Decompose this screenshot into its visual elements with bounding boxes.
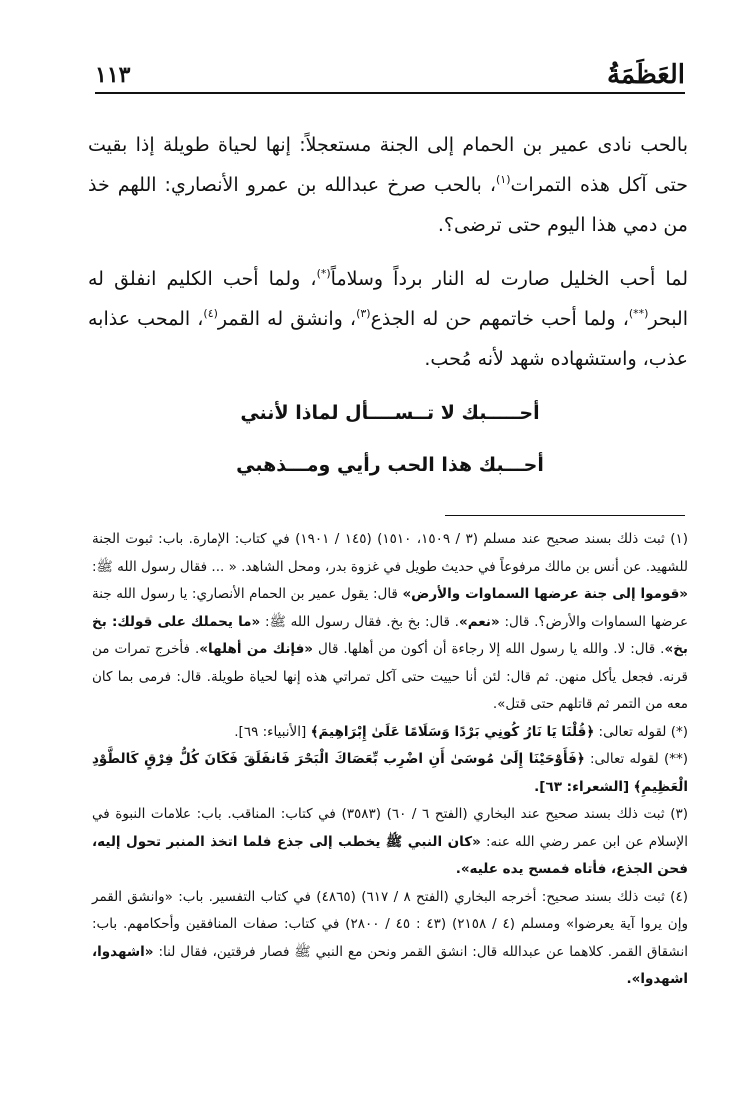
- paragraph-1: [88, 125, 688, 245]
- footnote-3-quote: «كان النبي ﷺ يخطب إلى جذع فلما اتخذ المنبر تحول إليه، فحن الجذع، فأتاه فمسح يده عليه».: [92, 833, 688, 877]
- footnote-1-quote-1: «قوموا إلى جنة عرضها السماوات والأرض»: [402, 586, 689, 602]
- poem-line-2: [95, 454, 685, 476]
- footnote-1-marker: (١): [670, 531, 689, 547]
- page-number: ١١٣: [95, 62, 131, 88]
- footnote-separator: [445, 515, 685, 516]
- footnote-1-text: ثبت ذلك بسند صحيح عند مسلم (٣ / ١٥٠٩، ١٥١٠) (١٤٥ / ١٩٠١) في كتاب: الإمارة. باب: ثبوت الجنة للشهيد. عن أنس بن مالك مرفوعاً في حديث طويل في غزوة بدر، ومحل الشاهد. « ... فقال رسول الله ﷺ:: [92, 531, 688, 575]
- footnote-1-text-2: قال: يقول عمير بن الحمام الأنصاري: يا رسول الله جنة عرضها السماوات والأرض؟. قال:: [92, 586, 689, 630]
- footnote-4-marker: (٤): [670, 888, 688, 905]
- footnote-double-star-text: لقوله تعالى:: [589, 751, 659, 767]
- paragraph-2-text-b: ، ولما أحب الكليم انفلق له البحر: [88, 268, 689, 330]
- poem-line-2-text: أحـــبك هذا الحب رأيي ومـــذهبي: [236, 454, 544, 476]
- footnote-star-quran: ﴿قُلْنَا يَا نَارُ كُونِي بَرْدًا وَسَلَامًا عَلَىٰ إِبْرَاهِيمَ﴾: [310, 723, 595, 740]
- main-text: [88, 125, 688, 387]
- footnotes: [92, 526, 688, 994]
- footnote-3-text: ثبت ذلك بسند صحيح عند البخاري (الفتح ٦ / ٦٠) (٣٥٨٣) في كتاب: المناقب. باب: علامات النبوة في الإسلام عن ابن عمر رضي الله عنه:: [92, 806, 688, 850]
- footnote-ref-double-star: (**): [628, 307, 649, 320]
- footnote-1-text-5: . فأخرج تمرات من قرنه. فجعل يأكل منهن. ثم قال: لئن أنا حييت حتى آكل تمراتي هذه إنها لحياة طويلة. قال: فرمى بما كان معه من التمر ثم قاتلهم حتى قتل».: [92, 641, 688, 712]
- running-title: العَظَمَةُ: [607, 60, 685, 90]
- footnote-double-star-ref: [الشعراء: ٦٣].: [534, 778, 630, 795]
- footnote-1-quote-4: «فإنك من أهلها»: [199, 641, 314, 657]
- footnote-3: [92, 801, 688, 884]
- paragraph-1-text-b: ، بالحب صرخ عبدالله بن عمرو الأنصاري: اللهم خذ من دمي هذا اليوم حتى ترضى؟.: [88, 174, 688, 236]
- paragraph-2-text-d: ، وانشق له القمر: [217, 308, 357, 330]
- footnote-4-text: ثبت ذلك بسند صحيح: أخرجه البخاري (الفتح ٨ / ٦١٧) (٤٨٦٥) في كتاب التفسير. باب: «وانشق القمر وإن يروا آية يعرضوا» ومسلم (٤ / ٢١٥٨) (٤٣ : ٤٥ / ٢٨٠٠) في كتاب: صفات المنافقين وأحكامهم. باب: انشقاق القمر. كلاهما عن عبدالله قال: انشق القمر ونحن مع النبي ﷺ فصار فرقتين، فقال لنا:: [92, 888, 688, 960]
- footnote-4-quote: «اشهدوا، اشهدوا».: [92, 943, 688, 987]
- footnote-star-text: لقوله تعالى:: [598, 723, 667, 740]
- footnote-1-quote-3: «ما يحملك على قولك: بخ بخ»: [92, 613, 688, 657]
- footnote-4: [92, 884, 688, 994]
- footnote-1-text-3: . قال: بخ بخ. فقال رسول الله ﷺ:: [265, 613, 459, 630]
- paragraph-2-text-a: لما أحب الخليل صارت له النار برداً وسلاماً: [330, 268, 688, 290]
- paragraph-2-text-e: ، المحب عذابه عذب، واستشهاده شهد لأنه مُحب.: [88, 308, 688, 370]
- paragraph-1-text: بالحب نادى عمير بن الحمام إلى الجنة مستعجلاً: إنها لحياة طويلة إذا بقيت حتى آكل هذه التمرات: [88, 134, 688, 196]
- footnote-double-star: [92, 746, 688, 801]
- poem-line-1: [95, 402, 685, 424]
- footnote-ref-4: (٤): [203, 307, 218, 320]
- paragraph-2: [88, 259, 688, 379]
- poem-line-1-text: أحـــــبك لا تــســــأل لماذا لأنني: [240, 402, 540, 424]
- footnote-star-ref: [الأنبياء: ٦٩].: [234, 723, 307, 740]
- footnote-3-marker: (٣): [670, 806, 689, 822]
- footnote-star: [92, 719, 688, 747]
- footnote-star-marker: (*): [670, 723, 688, 740]
- paragraph-2-text-c: ، ولما أحب خاتمهم حن له الجذع: [370, 308, 629, 330]
- footnote-double-star-marker: (**): [663, 751, 688, 767]
- footnote-ref-1: (١): [495, 173, 511, 186]
- footnote-ref-star: (*): [316, 267, 331, 280]
- footnote-1: [92, 526, 688, 719]
- page-header: [95, 52, 685, 94]
- footnote-1-text-4: . قال: لا. والله يا رسول الله إلا رجاءة أن أكون من أهلها. قال: [318, 641, 665, 657]
- footnote-double-star-quran: ﴿فَأَوْحَيْنَا إِلَىٰ مُوسَىٰ أَنِ اضْرِب بِّعَصَاكَ الْبَحْرَ فَانفَلَقَ فَكَانَ كُلُّ فِرْقٍ كَالطَّوْدِ الْعَظِيمِ﴾: [92, 751, 688, 795]
- footnote-1-quote-2: «نعم»: [458, 613, 500, 630]
- footnote-ref-3: (٣): [356, 307, 371, 320]
